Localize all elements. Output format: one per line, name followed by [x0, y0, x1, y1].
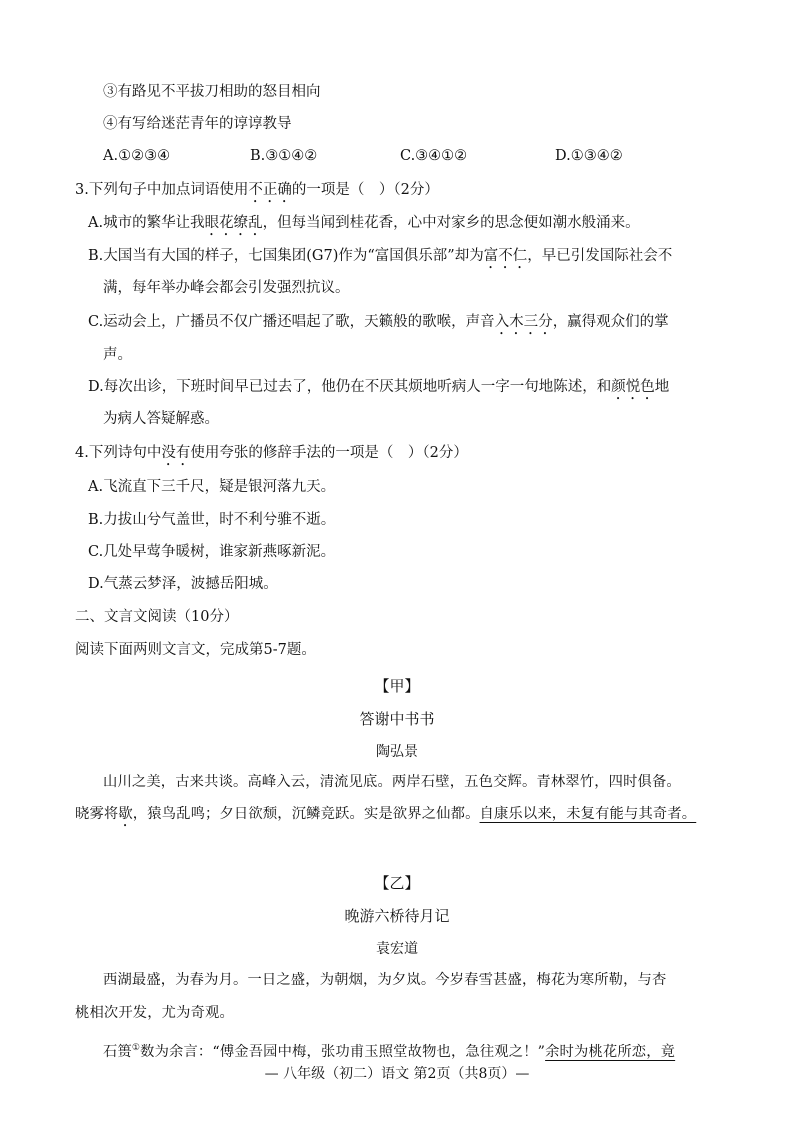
passage-jia-line-1: 山川之美，古来共谈。高峰入云，清流见底。两岸石壁，五色交辉。青林翠竹，四时俱备。	[103, 774, 681, 790]
q3-option-a: A.城市的繁华让我眼花缭乱，但每当闻到桂花香，心中对家乡的思念便如潮水般涌来。	[88, 215, 640, 231]
q2-option-d: D.①③④②	[555, 148, 623, 164]
q3-option-c-cont: 声。	[103, 347, 132, 363]
page-footer: — 八年级（初二）语文 第2页（共8页）—	[264, 1066, 530, 1082]
q2-item-3: ③有路见不平拔刀相助的怒目相向	[103, 84, 321, 100]
passage-yi-title: 晚游六桥待月记	[344, 907, 450, 925]
passage-yi-author: 袁宏道	[376, 941, 418, 957]
passage-yi-label: 【乙】	[374, 874, 420, 892]
q3-option-d-cont: 为病人答疑解惑。	[103, 411, 219, 427]
q4-option-b: B.力拔山兮气盖世，时不利兮骓不逝。	[88, 512, 336, 528]
q2-option-a: A.①②③④	[103, 148, 171, 164]
q3-option-b-cont: 满，每年举办峰会都会引发强烈抗议。	[103, 280, 350, 296]
passage-jia-author: 陶弘景	[376, 744, 418, 760]
underlined-sentence: 自康乐以来，未复有能与其奇者。	[479, 806, 697, 822]
q4-option-c: C.几处早莺争暖树，谁家新燕啄新泥。	[88, 544, 336, 560]
passage-jia-title: 答谢中书书	[359, 710, 435, 728]
q4-option-d: D.气蒸云梦泽，波撼岳阳城。	[88, 576, 278, 592]
emphasis-dots: 不正确	[248, 182, 292, 198]
q3-option-b: B.大国当有大国的样子，七国集团(G7)作为“富国俱乐部”却为富不仁，早已引发国际社会不	[88, 248, 673, 264]
q2-option-c: C.③④①②	[400, 148, 468, 164]
q2-option-b: B.③①④②	[250, 148, 318, 164]
q2-item-4: ④有写给迷茫青年的谆谆教导	[103, 116, 292, 132]
passage-jia-label: 【甲】	[374, 677, 420, 695]
passage-yi-line-3: 石篑①数为余言：“傅金吾园中梅，张功甫玉照堂故物也，急往观之！”余时为桃花所恋，竟	[103, 1043, 676, 1060]
passage-yi-line-1: 西湖最盛，为春为月。一日之盛，为朝烟，为夕岚。今岁春雪甚盛，梅花为寒所勒，与杏	[103, 972, 667, 988]
q4-option-a: A.飞流直下三千尺，疑是银河落九天。	[88, 479, 336, 495]
q4-stem: 4.下列诗句中没有使用夸张的修辞手法的一项是（ ）（2分）	[75, 445, 468, 461]
passage-jia-line-2: 晓雾将歇，猿鸟乱鸣；夕日欲颓，沉鳞竞跃。实是欲界之仙都。自康乐以来，未复有能与其奇者。	[75, 806, 697, 822]
q3-stem: 3.下列句子中加点词语使用不正确的一项是（ ）（2分）	[75, 182, 439, 198]
footnote-marker: ①	[131, 1043, 141, 1053]
section-instruction: 阅读下面两则文言文，完成第5-7题。	[75, 642, 316, 658]
passage-yi-line-2: 桃相次开发，尤为奇观。	[75, 1005, 234, 1021]
section-heading: 二、文言文阅读（10分）	[75, 609, 239, 625]
underlined-sentence: 余时为桃花所恋，竟	[545, 1043, 676, 1060]
q3-option-c: C.运动会上，广播员不仅广播还唱起了歌，天籁般的歌喉，声音入木三分，赢得观众们的掌	[88, 314, 669, 330]
q3-option-d: D.每次出诊，下班时间早已过去了，他仍在不厌其烦地听病人一字一句地陈述，和颜悦色地	[88, 379, 670, 395]
